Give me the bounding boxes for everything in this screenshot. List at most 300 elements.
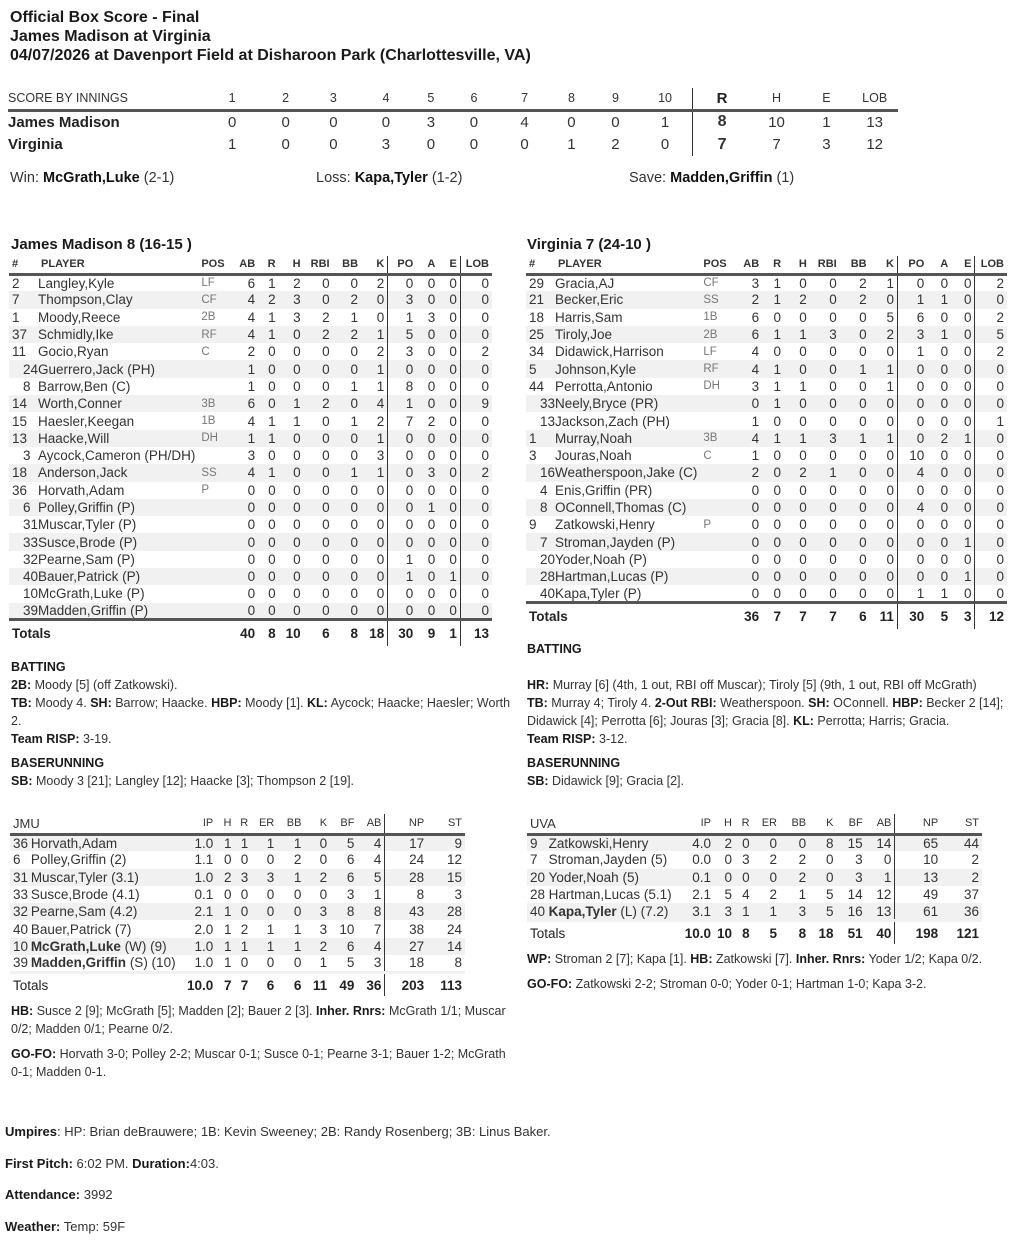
stat-bf: 3	[837, 869, 866, 886]
pitcher-row	[527, 886, 982, 903]
stat-k: 1	[870, 360, 898, 377]
stat-r: 0	[773, 482, 782, 498]
batter-row	[9, 430, 492, 447]
stat-lob: 0	[975, 447, 1007, 464]
stat-a: 0	[927, 533, 951, 550]
stat-lob: 0	[975, 551, 1007, 568]
stat-st: 2	[941, 869, 982, 886]
player-name: McGrath,Luke (P)	[38, 586, 145, 602]
stat-bf: 6	[346, 852, 355, 868]
stat-k: 0	[870, 533, 898, 550]
stat-ab: 1	[751, 448, 760, 464]
matchup: James Madison at Virginia	[10, 28, 211, 45]
stat-k: 0	[886, 482, 894, 498]
stat-e: 0	[963, 275, 972, 291]
pitcher-row	[10, 920, 465, 937]
stat-k: 0	[870, 568, 898, 585]
batter-row	[9, 603, 492, 620]
stat-er: 3	[251, 869, 277, 886]
col-header-num: #	[9, 256, 38, 274]
stat-r: 1	[762, 326, 784, 343]
pitching-header-row	[10, 814, 465, 834]
stat-lob: 0	[975, 395, 1007, 412]
jmu-batting-notes	[11, 658, 511, 790]
stat-e: 0	[449, 517, 457, 533]
stat-h: 2	[714, 834, 735, 851]
player-position	[700, 499, 734, 516]
stat-ab: 13	[866, 903, 895, 920]
stat-rbi: 0	[810, 395, 840, 412]
player-name: Yoder,Noah (P)	[555, 551, 647, 567]
inning-header-9: 9	[592, 88, 638, 110]
team-name: Virginia	[8, 136, 63, 153]
stat-e: 0	[449, 482, 457, 498]
date-venue: 04/07/2026 at Davenport Field at Disharoon Park (Charlottesville, VA)	[10, 47, 531, 64]
stat-lob: 0	[975, 482, 1007, 499]
col-header-k: K	[870, 256, 898, 274]
batter-row	[9, 343, 492, 360]
note-text: Susce 2 [9]; McGrath [5]; Madden [2]; Bauer 2 [3].	[33, 1004, 317, 1018]
player-position	[198, 499, 231, 516]
stat-h: 0	[799, 413, 807, 429]
stat-h: 0	[223, 887, 232, 903]
stat-h: 0	[279, 360, 304, 377]
stat-ab: 3	[751, 378, 760, 394]
col-header-k: K	[809, 814, 836, 834]
pitcher-name	[31, 955, 179, 972]
stat-st: 44	[941, 834, 982, 851]
note-text: Becker 2 [14]; Didawick [4]; Perrotta [6]; Jouras [3]; Gracia [8].	[527, 696, 1004, 728]
player-name: Tiroly,Joe	[555, 326, 700, 343]
note-label: HB:	[11, 1004, 34, 1018]
stat-bb: 0	[840, 464, 870, 481]
player-position: P	[703, 518, 712, 531]
stat-a: 0	[927, 499, 951, 516]
stat-lob: 2	[460, 464, 492, 481]
stat-st: 9	[427, 834, 465, 851]
stat-po: 8	[388, 378, 417, 395]
player-number: 16	[526, 464, 555, 481]
jmu-pitching-notes	[11, 1002, 516, 1081]
stat-ab: 0	[734, 533, 762, 550]
player-name: Becker,Eric	[555, 291, 700, 308]
batter-row	[9, 378, 492, 395]
stat-r: 0	[234, 903, 251, 920]
stat-rbi: 0	[322, 378, 330, 394]
stat-ab: 1	[866, 869, 895, 886]
stat-a: 0	[416, 360, 438, 377]
note-text: Perrotta; Harris; Gracia.	[813, 714, 950, 728]
pitching-totals-row	[527, 920, 982, 944]
stat-po: 0	[388, 430, 417, 447]
line-score-row	[8, 110, 938, 133]
stat-ab: 0	[247, 517, 256, 533]
player-number: 1	[12, 309, 20, 325]
baserunning-note	[11, 772, 511, 790]
player-position	[198, 360, 231, 377]
stat-po: 0	[388, 533, 417, 550]
player-position: 2B	[700, 326, 734, 343]
stat-ab: 0	[231, 499, 258, 516]
team-hits: 10	[768, 113, 785, 131]
stat-rbi: 0	[829, 378, 837, 394]
stat-h: 3	[714, 903, 735, 920]
total-r: 8	[735, 920, 753, 944]
stat-bb: 0	[859, 482, 867, 498]
stat-po: 4	[897, 499, 927, 516]
col-header-lob: LOB	[975, 256, 1007, 274]
pitcher-number: 39	[13, 955, 29, 971]
batter-row	[526, 412, 1007, 429]
stat-rbi: 0	[810, 499, 840, 516]
stat-rbi: 0	[304, 430, 333, 447]
stat-lob: 0	[460, 551, 492, 568]
stat-lob: 0	[460, 326, 492, 343]
inning-runs: 0	[227, 113, 237, 131]
stat-rbi: 0	[304, 568, 333, 585]
stat-h: 3	[293, 309, 301, 325]
stat-po: 0	[388, 585, 417, 602]
player-position	[198, 516, 231, 533]
player-position: DH	[703, 380, 720, 393]
stat-a: 0	[427, 378, 436, 394]
batter-row	[526, 482, 1007, 499]
inning-runs: 1	[567, 136, 576, 153]
note-label: Umpires	[5, 1124, 58, 1139]
note-text: Murray 4; Tiroly 4.	[547, 696, 655, 710]
stat-bb: 0	[333, 533, 361, 550]
stat-bb: 2	[859, 275, 867, 291]
player-position	[700, 482, 734, 499]
player-number: 20	[540, 551, 556, 567]
stat-a: 2	[427, 413, 436, 429]
stat-ip: 0.1	[194, 887, 214, 903]
stat-rbi: 3	[810, 430, 840, 447]
stat-bb: 2	[333, 326, 361, 343]
page-header	[10, 8, 531, 65]
stat-k: 0	[886, 344, 894, 360]
stat-rbi: 0	[829, 482, 837, 498]
batter-row	[9, 447, 492, 464]
note-text: 3-12.	[595, 732, 628, 746]
batting-note	[11, 730, 511, 748]
stat-lob: 0	[460, 499, 492, 516]
pitcher-name-text: Madden,Griffin	[30, 955, 127, 971]
stat-h: 0	[784, 360, 810, 377]
stat-er: 0	[266, 852, 275, 868]
stat-e: 0	[963, 585, 972, 601]
team-errors: 3	[822, 136, 831, 153]
pitching-note	[527, 975, 1022, 993]
stat-np: 61	[895, 903, 941, 920]
stat-st: 36	[941, 903, 982, 920]
stat-ab: 0	[751, 551, 760, 567]
batting-note	[527, 676, 1022, 694]
stat-bb: 0	[859, 517, 867, 533]
inning-runs: 0	[381, 113, 391, 131]
stat-r: 0	[762, 533, 784, 550]
stat-a: 0	[416, 291, 438, 308]
stat-a: 0	[940, 413, 949, 429]
stat-er: 0	[251, 903, 277, 920]
pitcher-number: 7	[530, 852, 538, 868]
stat-a: 0	[416, 533, 438, 550]
stat-k: 2	[376, 413, 385, 429]
col-header-bb: BB	[780, 814, 809, 834]
player-position: 1B	[703, 311, 718, 324]
stat-po: 10	[897, 447, 927, 464]
stat-st: 3	[454, 887, 462, 903]
stat-k: 0	[376, 586, 385, 602]
stat-ab: 4	[231, 464, 258, 481]
stat-lob: 0	[975, 360, 1007, 377]
player-number: 15	[12, 413, 28, 429]
stat-bb: 2	[293, 852, 302, 868]
stat-bb: 1	[333, 464, 361, 481]
stat-bb: 0	[293, 955, 302, 971]
col-header-pos: POS	[198, 256, 231, 274]
stat-e: 0	[449, 378, 457, 394]
note-label: WP:	[527, 952, 552, 966]
batter-row	[9, 274, 492, 291]
stat-np: 43	[385, 903, 427, 920]
stat-r: 1	[268, 413, 276, 429]
batter-row	[9, 326, 492, 343]
player-number: 36	[12, 482, 28, 498]
stat-bb: 0	[840, 326, 870, 343]
stat-np: 13	[895, 869, 941, 886]
stat-lob: 0	[460, 585, 492, 602]
stat-a: 0	[927, 395, 951, 412]
stat-rbi: 0	[322, 344, 330, 360]
pitcher-row	[10, 955, 465, 972]
stat-ab: 4	[247, 309, 256, 325]
stat-h: 5	[724, 887, 732, 903]
stat-np: 18	[385, 955, 427, 972]
note-text: McGrath 1/1; Muscar 0/2; Madden 0/1; Pearne 0/2.	[11, 1004, 506, 1036]
stat-po: 0	[388, 464, 417, 481]
note-label: HBP:	[211, 696, 242, 710]
stat-ab: 0	[751, 585, 760, 601]
batting-note	[527, 730, 1022, 748]
pitcher-number: 28	[530, 887, 546, 903]
inning-runs: 0	[611, 113, 620, 131]
stat-po: 3	[388, 343, 417, 360]
stat-bb: 0	[840, 499, 870, 516]
col-header-bf: BF	[837, 814, 866, 834]
uva-pitching-table	[527, 814, 982, 944]
inning-header-4: 4	[359, 88, 412, 110]
stat-a: 0	[427, 517, 436, 533]
player-name: Zatkowski,Henry	[555, 517, 655, 533]
stat-po: 5	[388, 326, 417, 343]
stat-h: 0	[799, 551, 807, 567]
stat-st: 15	[427, 869, 465, 886]
stat-e: 0	[951, 291, 975, 308]
note-label: HB:	[690, 952, 713, 966]
pitcher-entry-info: (S) (10)	[126, 955, 176, 971]
stat-h: 0	[799, 448, 807, 464]
stat-rbi: 0	[322, 448, 330, 464]
player-position: C	[201, 345, 210, 358]
batter-row	[526, 568, 1007, 585]
stat-bb: 2	[840, 291, 870, 308]
total-ab: 40	[866, 920, 895, 944]
total-st: 113	[427, 972, 465, 996]
inning-runs: 0	[426, 136, 436, 153]
line-score-header	[8, 88, 938, 110]
inning-runs: 3	[381, 136, 391, 153]
total-h: 7	[216, 972, 234, 996]
total-h: 7	[784, 603, 810, 629]
col-header-lob: LOB	[460, 256, 492, 274]
player-position	[198, 603, 231, 620]
player-name: Enis,Griffin (PR)	[555, 482, 653, 498]
stat-h: 0	[279, 533, 304, 550]
pitcher-name-text: Zatkowski,Henry	[548, 835, 649, 851]
stat-bf: 3	[346, 887, 355, 903]
stat-a: 0	[427, 344, 436, 360]
uva-box-title: Virginia 7 (24-10 )	[527, 236, 651, 253]
stat-e: 0	[963, 378, 972, 394]
stat-k: 4	[361, 395, 388, 412]
save-decision: Save: Madden,Griffin (1)	[629, 170, 795, 186]
stat-h: 1	[216, 834, 234, 851]
stat-lob: 0	[975, 378, 1007, 395]
stat-np: 24	[385, 851, 427, 868]
stat-ab: 0	[883, 852, 892, 868]
total-po: 30	[897, 603, 927, 629]
note-text: 3992	[80, 1187, 113, 1202]
col-header-r: R	[762, 256, 784, 274]
pitcher-name-text: Hartman,Lucas	[548, 887, 641, 903]
stat-po: 1	[388, 568, 417, 585]
note-label: HR:	[527, 678, 550, 692]
stat-ip: 1.0	[179, 869, 217, 886]
jmu-pitching-table	[10, 814, 465, 996]
player-number: 5	[526, 360, 555, 377]
stat-rbi: 0	[322, 586, 330, 602]
team-lob: 13	[866, 113, 884, 131]
stat-r: 2	[240, 921, 249, 937]
pitcher-name	[31, 886, 179, 903]
note-text: Didawick [9]; Gracia [2].	[548, 774, 684, 788]
stat-h: 0	[724, 852, 732, 868]
col-header-player: PLAYER	[555, 256, 700, 274]
batting-body	[9, 274, 492, 646]
stat-a: 0	[940, 378, 949, 394]
batter-row	[9, 360, 492, 377]
stat-e: 0	[449, 413, 457, 429]
player-position	[700, 551, 734, 568]
stat-e: 0	[438, 533, 460, 550]
note-label: Attendance:	[5, 1187, 81, 1202]
total-r: 8	[258, 620, 278, 646]
note-label: KL:	[306, 696, 328, 710]
inning-header-6: 6	[449, 88, 499, 110]
pitcher-name	[549, 851, 675, 868]
stat-k: 0	[376, 517, 385, 533]
batter-row	[9, 482, 492, 499]
stat-rbi: 0	[304, 499, 333, 516]
pitcher-number: 32	[10, 903, 31, 920]
note-text: Zatkowski 2-2; Stroman 0-0; Yoder 0-1; Hartman 1-0; Kapa 3-2.	[572, 977, 927, 991]
stat-np: 27	[385, 938, 427, 955]
stat-k: 1	[361, 464, 388, 481]
stat-r: 0	[268, 517, 276, 533]
stat-a: 1	[940, 585, 949, 601]
col-header-k: K	[304, 814, 330, 834]
batter-row	[9, 568, 492, 585]
stat-ab: 3	[247, 448, 256, 464]
stat-ip: 0.0	[692, 852, 711, 868]
pitcher-row	[10, 851, 465, 868]
stat-r: 0	[268, 378, 276, 394]
player-position: DH	[198, 430, 231, 447]
player-number: 21	[526, 291, 555, 308]
stat-h: 0	[293, 517, 301, 533]
batting-header	[9, 256, 492, 274]
stat-k: 0	[361, 291, 388, 308]
player-name: Pearne,Sam (P)	[38, 551, 135, 567]
stat-r: 1	[773, 275, 782, 291]
pitching-header	[10, 814, 465, 834]
batter-row	[526, 360, 1007, 377]
stat-po: 0	[897, 516, 927, 533]
totals-label: Totals	[527, 920, 675, 944]
stat-ip: 4.0	[675, 834, 714, 851]
stat-e: 0	[951, 326, 975, 343]
save-pitcher: Madden,Griffin	[670, 170, 773, 186]
inning-runs: 0	[281, 136, 290, 153]
stat-a: 0	[416, 430, 438, 447]
stat-po: 0	[388, 447, 417, 464]
stat-rbi: 3	[810, 326, 840, 343]
player-name: Polley,Griffin (P)	[38, 499, 198, 516]
stat-h: 1	[216, 938, 234, 955]
col-header-a: A	[927, 256, 951, 274]
total-header-r: R	[692, 88, 751, 110]
player-number: 34	[529, 344, 545, 360]
batting-totals-row	[9, 620, 492, 646]
stat-h: 1	[799, 378, 807, 394]
stat-po: 1	[897, 343, 927, 360]
player-number: 11	[12, 344, 27, 360]
stat-bb: 0	[840, 533, 870, 550]
stat-e: 0	[449, 344, 457, 360]
player-position	[700, 412, 734, 429]
stat-r: 1	[762, 291, 784, 308]
stat-k: 2	[304, 938, 330, 955]
pitching-note	[11, 1045, 516, 1081]
stat-e: 0	[449, 551, 457, 567]
stat-bf: 3	[855, 852, 863, 868]
stat-bb: 1	[277, 938, 304, 955]
stat-h: 0	[279, 464, 304, 481]
stat-ab: 4	[734, 430, 762, 447]
stat-r: 0	[240, 955, 249, 971]
stat-ab: 0	[751, 482, 760, 498]
stat-k: 0	[886, 448, 894, 464]
stat-a: 2	[927, 430, 951, 447]
stat-bb: 1	[350, 413, 359, 429]
stat-h: 0	[784, 499, 810, 516]
stat-rbi: 0	[810, 291, 840, 308]
player-number: 1	[526, 430, 555, 447]
stat-e: 1	[951, 533, 975, 550]
pitcher-name-text: Stroman,Jayden	[548, 852, 647, 868]
stat-e: 0	[438, 603, 460, 620]
